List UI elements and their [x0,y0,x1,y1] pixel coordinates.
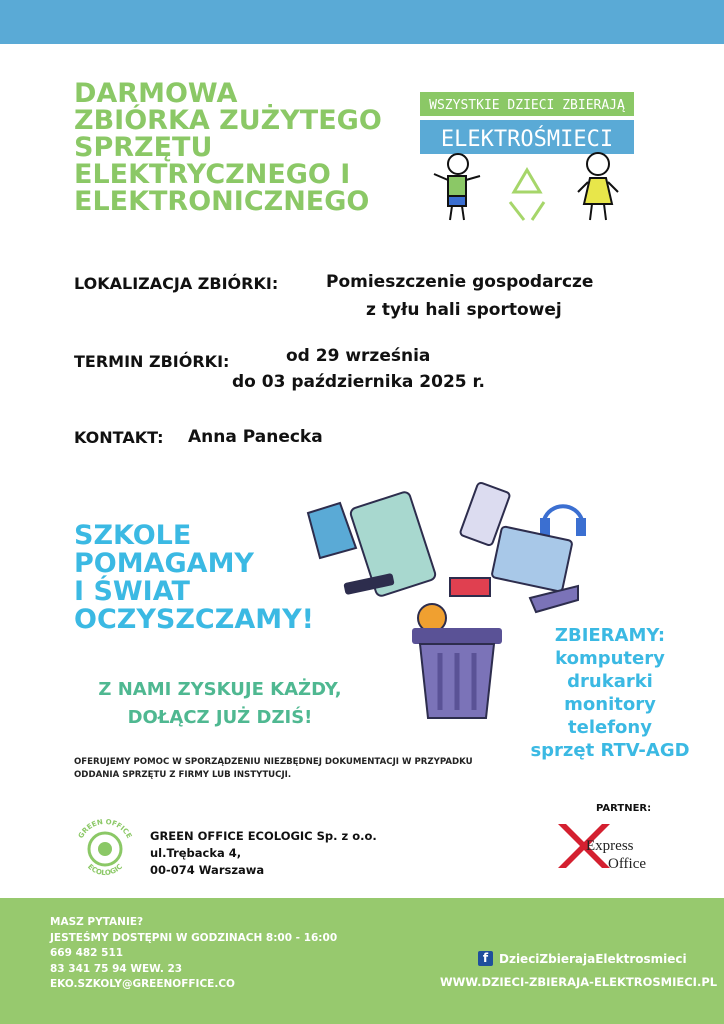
svg-text:Office: Office [608,856,647,872]
collect-item: drukarki [567,671,653,692]
headline [74,80,404,215]
footer-hours: JESTEŚMY DOSTĘPNI W GODZINACH 8:00 - 16:00 [50,931,338,944]
collect-item: sprzęt RTV-AGD [530,740,690,761]
term-line2: do 03 października 2025 r. [232,372,485,392]
boy-figure-icon [434,154,480,220]
location-line1: Pomieszczenie gospodarcze [326,272,594,292]
documentation-note [74,756,504,782]
svg-text:ECOLOGIC: ECOLOGIC [86,862,124,878]
company-address [150,828,377,879]
collect-item: telefony [568,717,652,738]
express-office-logo [556,820,666,872]
contact-label: KONTAKT: [74,428,164,447]
location-line2: z tyłu hali sportowej [366,300,562,320]
company-street: ul.Trębacka 4, [150,846,242,860]
green-office-logo [72,816,138,882]
collect-title: ZBIERAMY: [554,625,666,646]
svg-text:GREEN OFFICE: GREEN OFFICE [76,817,134,840]
facebook-icon: f [478,951,493,966]
girl-figure-icon [578,153,618,220]
headline-line: SPRZĘTU [74,132,213,163]
facebook-handle: DzieciZbierajaElektrosmieci [499,951,687,966]
note-line: OFERUJEMY POMOC W SPORZĄDZENIU NIEZBĘDNEJ DOKUMENTACJI W PRZYPADKU [74,757,473,767]
term-line1: od 29 września [286,346,431,366]
recycle-icon [510,170,544,220]
footer-phone2[interactable]: 83 341 75 94 WEW. 23 [50,962,183,975]
join-line: Z NAMI ZYSKUJE KAŻDY, [98,679,342,700]
svg-text:Express: Express [586,838,634,854]
note-line: ODDANIA SPRZĘTU Z FIRMY LUB INSTYTUCJI. [74,770,292,780]
slogan-line: SZKOLE [74,520,192,551]
headline-line: ZBIÓRKA ZUŻYTEGO [74,105,382,136]
headphones-icon [540,506,586,536]
slogan-line: POMAGAMY [74,548,254,579]
collect-list [510,624,710,762]
partner-label: PARTNER: [596,803,652,814]
location-label: LOKALIZACJA ZBIÓRKI: [74,274,279,293]
collect-item: monitory [564,694,656,715]
kettle-icon [308,503,356,558]
headline-line: ELEKTRYCZNEGO I [74,159,351,190]
footer-phone1[interactable]: 669 482 511 [50,947,124,959]
drill-icon [450,578,490,596]
campaign-logo [420,92,634,232]
headline-line: ELEKTRONICZNEGO [74,186,370,217]
trash-bin-icon [412,628,502,718]
logo-top-text: WSZYSTKIE DZIECI ZBIERAJĄ [429,98,625,113]
join-line: DOŁĄCZ JUŻ DZIŚ! [127,707,313,728]
slogan-line: I ŚWIAT [74,576,190,607]
company-name: GREEN OFFICE ECOLOGIC Sp. z o.o. [150,829,377,843]
gear-icon [418,604,446,632]
footer-contact [50,915,337,993]
laptop-icon [491,526,572,592]
top-bar [0,0,724,44]
collect-item: komputery [555,648,665,669]
term-label: TERMIN ZBIÓRKI: [74,352,230,371]
logo-main-text: ELEKTROŚMIECI [440,127,614,152]
facebook-link[interactable] [478,951,687,966]
contact-name: Anna Panecka [188,427,323,447]
footer-question: MASZ PYTANIE? [50,916,144,928]
company-city: 00-074 Warszawa [150,863,265,877]
website-link[interactable]: WWW.DZIECI-ZBIERAJA-ELEKTROSMIECI.PL [440,975,718,989]
footer-email[interactable]: EKO.SZKOLY@GREENOFFICE.CO [50,978,235,990]
headline-line: DARMOWA [74,78,238,109]
join-text [60,676,380,732]
slogan-line: OCZYSZCZAMY! [74,604,314,635]
